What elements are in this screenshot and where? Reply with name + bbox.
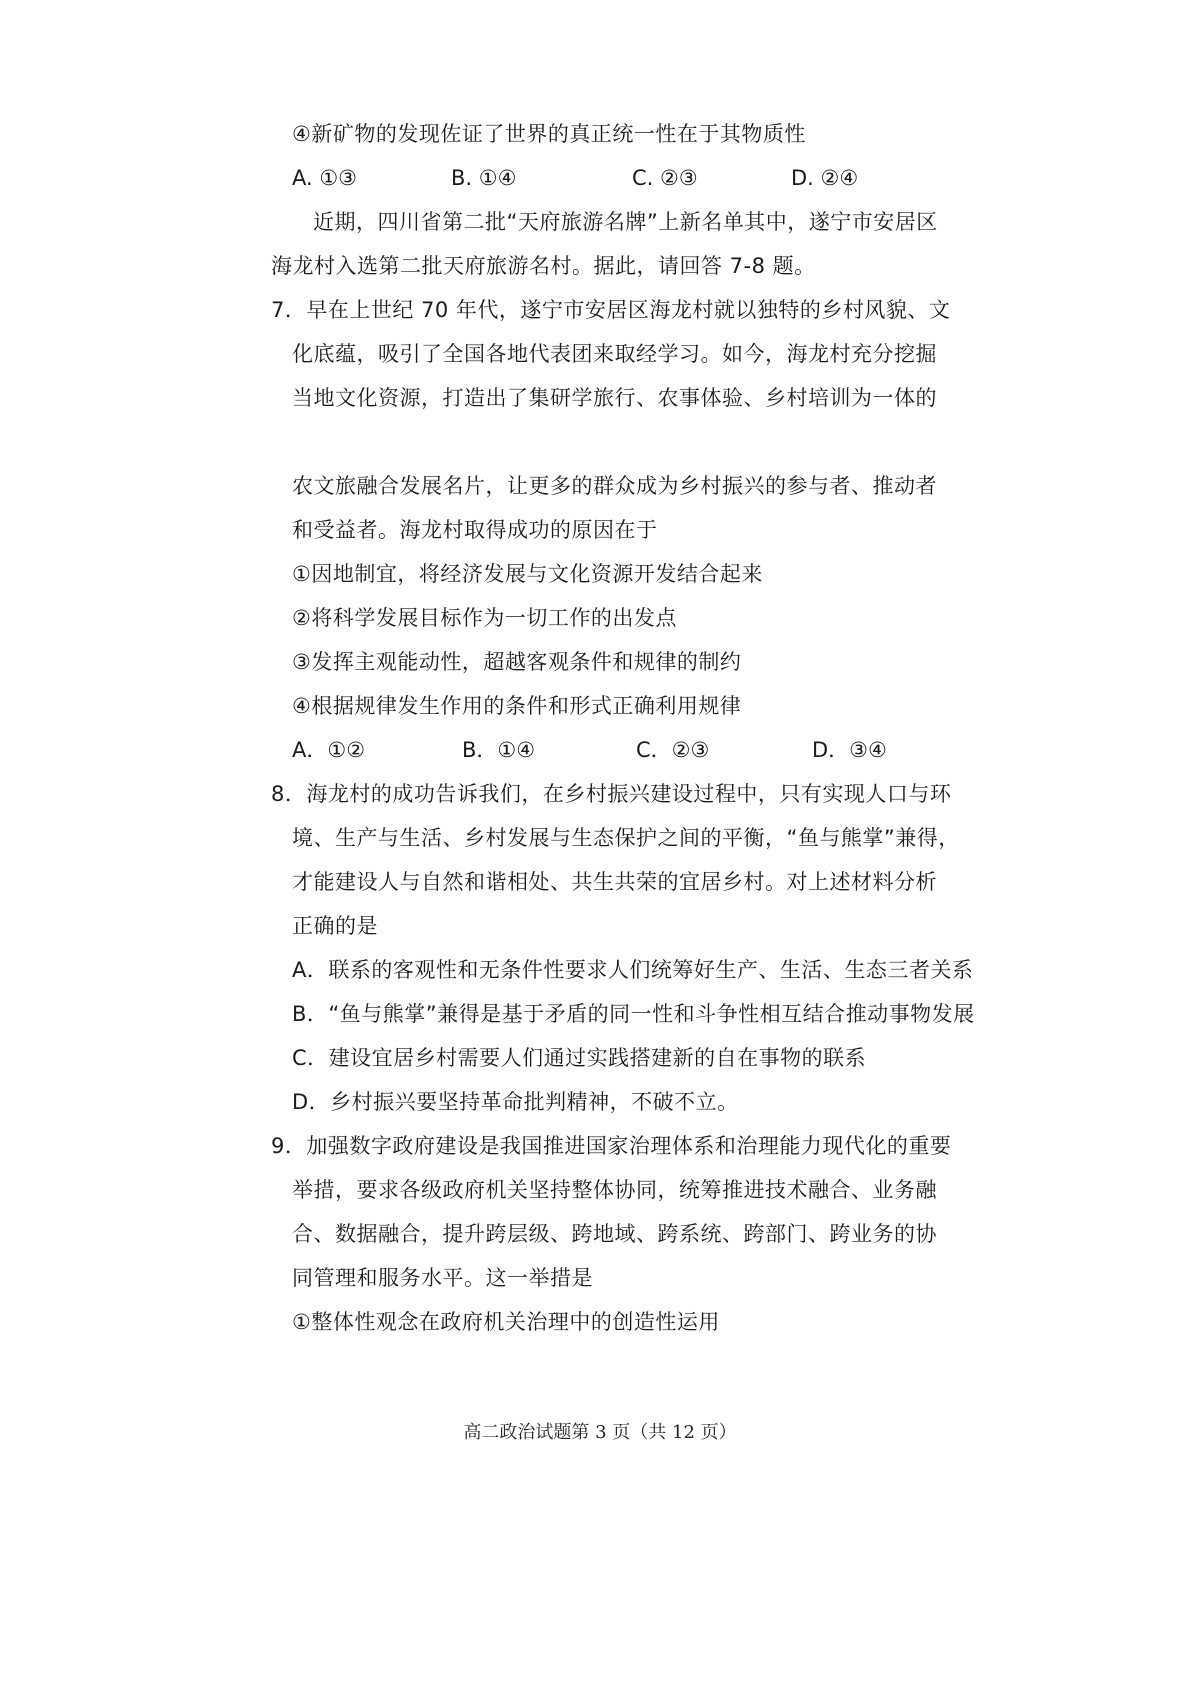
question-8-stem: 境、生产与生活、乡村发展与生态保护之间的平衡，“鱼与熊掌”兼得， — [292, 826, 960, 850]
option-c: C. ②③ — [632, 166, 698, 190]
question-9-stem: 合、数据融合，提升跨层级、跨地域、跨系统、跨部门、跨业务的协 — [292, 1222, 937, 1246]
question-9-stem: 举措，要求各级政府机关坚持整体协同，统筹推进技术融合、业务融 — [292, 1178, 937, 1202]
question-7-stem: 当地文化资源，打造出了集研学旅行、农事体验、乡村培训为一体的 — [292, 386, 937, 410]
option-d: D．乡村振兴要坚持革命批判精神，不破不立。 — [292, 1090, 739, 1114]
question-7-stem: 化底蕴，吸引了全国各地代表团来取经学习。如今，海龙村充分挖掘 — [292, 342, 937, 366]
question-9-stem: 9．加强数字政府建设是我国推进国家治理体系和治理能力现代化的重要 — [271, 1134, 952, 1158]
question-7-item: ③发挥主观能动性，超越客观条件和规律的制约 — [292, 650, 742, 674]
option-d: D．③④ — [812, 738, 887, 762]
option-c: C．建设宜居乡村需要人们通过实践搭建新的自在事物的联系 — [292, 1046, 867, 1070]
question-7-stem: 农文旅融合发展名片，让更多的群众成为乡村振兴的参与者、推动者 — [292, 474, 937, 498]
question-7-item: ④根据规律发生作用的条件和形式正确利用规律 — [292, 694, 742, 718]
question-9-stem: 同管理和服务水平。这一举措是 — [292, 1266, 593, 1290]
question-9-item: ①整体性观念在政府机关治理中的创造性运用 — [292, 1310, 720, 1334]
question-7-stem: 和受益者。海龙村取得成功的原因在于 — [292, 518, 658, 542]
option-c: C．②③ — [636, 738, 710, 762]
option-b: B．“鱼与熊掌”兼得是基于矛盾的同一性和斗争性相互结合推动事物发展 — [292, 1002, 975, 1026]
option-a: A．①② — [292, 738, 366, 762]
question-7-item: ①因地制宜，将经济发展与文化资源开发结合起来 — [292, 562, 763, 586]
option-a: A. ①③ — [292, 166, 357, 190]
question-8-stem: 正确的是 — [292, 914, 378, 938]
question-8-stem: 8．海龙村的成功告诉我们，在乡村振兴建设过程中，只有实现人口与环 — [271, 782, 952, 806]
option-d: D. ②④ — [791, 166, 859, 190]
question-7-item: ②将科学发展目标作为一切工作的出发点 — [292, 606, 677, 630]
text-line: ④新矿物的发现佐证了世界的真正统一性在于其物质性 — [292, 122, 806, 146]
page-footer: 高二政治试题第 3 页（共 12 页） — [463, 1422, 737, 1443]
question-7-stem: 7．早在上世纪 70 年代，遂宁市安居区海龙村就以独特的乡村风貌、文 — [271, 298, 951, 322]
passage-line: 海龙村入选第二批天府旅游名村。据此，请回答 7-8 题。 — [271, 254, 816, 278]
option-b: B．①④ — [462, 738, 536, 762]
passage-line: 近期，四川省第二批“天府旅游名牌”上新名单其中，遂宁市安居区 — [313, 210, 938, 234]
question-8-stem: 才能建设人与自然和谐相处、共生共荣的宜居乡村。对上述材料分析 — [292, 870, 937, 894]
option-a: A．联系的客观性和无条件性要求人们统筹好生产、生活、生态三者关系 — [292, 958, 974, 982]
option-b: B. ①④ — [451, 166, 517, 190]
